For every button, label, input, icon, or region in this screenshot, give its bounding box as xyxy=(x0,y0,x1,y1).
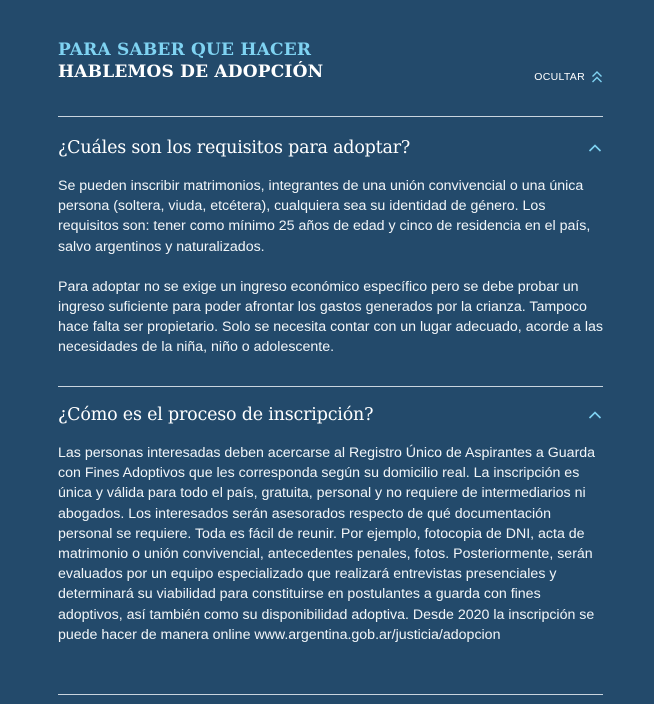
faq-item-requisitos xyxy=(58,135,603,358)
faq-question-toggle[interactable] xyxy=(58,135,603,161)
section-title: HABLEMOS DE ADOPCIÓN xyxy=(58,62,324,82)
chevron-up-icon[interactable] xyxy=(588,143,602,153)
chevron-up-icon[interactable] xyxy=(588,410,602,420)
section-header xyxy=(58,40,603,83)
faq-item-inscripcion xyxy=(58,402,603,645)
hide-toggle-label: OCULTAR xyxy=(534,71,585,83)
answer-paragraph: Las personas interesadas deben acercarse al Registro Único de Aspirantes a Guarda con Fines Adoptivos que les corresponda según su domicilio real. La inscripción es única y válida para todo el país, gratuita, personal y no requiere de intermediarios ni abogados. Los interesados serán asesorados respecto de qué documentación personal se requiere. Toda es fácil de reunir. Por ejemplo, fotocopia de DNI, acta de matrimonio o unión convivencial, antecedentes penales, fotos. Posteriormente, serán evaluados por un equipo especializado que realizará entrevistas presenciales y determinará su viabilidad para constituirse en postulantes a guarda con fines adoptivos, así también como su disponibilidad adoptiva. Desde 2020 la inscripción se puede hacer de manera online www.argentina.gob.ar/justicia/adopcion xyxy=(58,445,596,643)
answer-paragraph: Se pueden inscribir matrimonios, integrantes de una unión convivencial o una única persona (soltera, viuda, etcétera), cualquiera sea su identidad de género. Los requisitos son: tener como mínimo 25 años de edad y cinco de residencia en el país, salvo argentinos y naturalizados. xyxy=(58,178,591,255)
section-eyebrow: PARA SABER QUE HACER xyxy=(58,40,312,60)
divider xyxy=(58,386,603,387)
divider xyxy=(58,116,603,117)
answer-paragraph: Para adoptar no se exige un ingreso económico específico pero se debe probar un ingreso suficiente para poder afrontar los gastos generados por la crianza. Tampoco hace falta ser propietario. Solo se necesita contar con un lugar adecuado, acorde a las necesidades de la niña, niño o adolescente. xyxy=(58,278,603,356)
hide-toggle-button[interactable] xyxy=(534,70,603,84)
double-chevron-up-icon xyxy=(591,70,603,84)
faq-question: ¿Cuáles son los requisitos para adoptar? xyxy=(58,138,411,158)
faq-answer xyxy=(58,176,603,358)
divider xyxy=(58,694,603,695)
faq-question-toggle[interactable] xyxy=(58,402,603,428)
faq-question: ¿Cómo es el proceso de inscripción? xyxy=(58,405,374,425)
faq-answer xyxy=(58,443,603,645)
